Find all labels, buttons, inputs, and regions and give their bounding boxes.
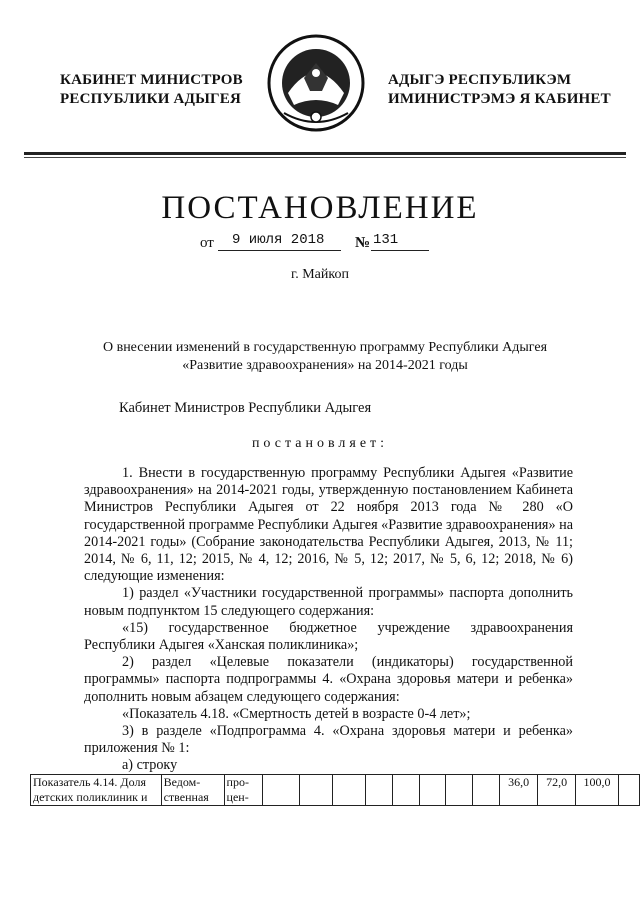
header-divider-thin <box>24 157 626 158</box>
table-cell: 36,0 <box>500 775 538 806</box>
table-cell: Показатель 4.14. Доля детских поликлиник и <box>31 775 162 806</box>
table-cell <box>300 775 333 806</box>
header-left-line2: РЕСПУБЛИКИ АДЫГЕЯ <box>60 91 242 107</box>
table-row <box>31 775 640 806</box>
table-cell <box>446 775 473 806</box>
number-underline <box>371 250 429 251</box>
paragraph-3: «15) государственное бюджетное учреждение здравоохранения Республики Адыгея «Ханская поликлиника»; <box>84 619 573 654</box>
city-name: г. Майкоп <box>291 267 349 282</box>
table-cell: Ведом-ственная <box>161 775 224 806</box>
paragraph-6: 3) в разделе «Подпрограмма 4. «Охрана здоровья матери и ребенка» приложения № 1: <box>84 723 573 757</box>
date-underline <box>218 250 341 251</box>
paragraph-5: «Показатель 4.18. «Смертность детей в возрасте 0-4 лет»; <box>122 705 471 722</box>
issuer-name-russian <box>60 71 243 109</box>
header-divider-thick <box>24 152 626 155</box>
table-cell <box>392 775 419 806</box>
issuer-name-adyghe <box>388 71 611 109</box>
table-cell: 100,0 <box>576 775 619 806</box>
header-right-line2: ИМИНИСТРЭМЭ Я КАБИНЕТ <box>388 91 611 107</box>
paragraph-4: 2) раздел «Целевые показатели (индикаторы) государственной программы» паспорта подпрограммы 4. «Охрана здоровья матери и ребенка» дополнить новым абзацем следующего содержания: <box>84 654 573 705</box>
document-title: ПОСТАНОВЛЕНИЕ <box>161 190 479 226</box>
document-subject <box>60 339 590 375</box>
table-cell <box>473 775 500 806</box>
resolves-word: постановляет: <box>251 436 389 451</box>
date-label: от <box>200 235 214 251</box>
number-label: № <box>355 235 371 251</box>
table-cell <box>419 775 446 806</box>
table-cell <box>365 775 392 806</box>
table-cell: 72,0 <box>538 775 576 806</box>
document-body <box>84 465 573 775</box>
paragraph-2: 1) раздел «Участники государственной программы» паспорта дополнить новым подпунктом 15 следующего содержания: <box>84 585 573 619</box>
issuer-line: Кабинет Министров Республики Адыгея <box>119 400 372 416</box>
table-cell <box>618 775 639 806</box>
subject-line1: О внесении изменений в государственную программу Республики Адыгея <box>102 340 548 355</box>
indicator-table <box>30 774 640 806</box>
coat-of-arms-emblem <box>266 33 366 133</box>
paragraph-7: а) строку <box>122 757 178 774</box>
subject-line2: «Развитие здравоохранения» на 2014-2021 годы <box>182 358 468 373</box>
date-value: 9 июля 2018 <box>232 232 325 248</box>
header-right-line1: АДЫГЭ РЕСПУБЛИКЭМ <box>388 72 572 88</box>
number-value: 131 <box>373 232 399 248</box>
paragraph-1: 1. Внести в государственную программу Республики Адыгея «Развитие здравоохранения» на 2014-2021 годы, утвержденную постановлением Кабинета Министров Республики Адыгея от 22 ноября 2013 года № 280 «О государственной программе Республики Адыгея «Развитие здравоохранения» на 2014-2021 годы» (Собрание законодательства Республики Адыгея, 2013, № 11; 2014, № 6, 11, 12; 2015, № 4, 12; 2016, № 5, 12; 2017, № 5, 6, 12; 2018, № 6) следующие изменения: <box>84 465 573 585</box>
table-cell <box>333 775 366 806</box>
table-cell: про-цен- <box>224 775 263 806</box>
table-cell <box>263 775 300 806</box>
header-left-line1: КАБИНЕТ МИНИСТРОВ <box>60 72 243 88</box>
